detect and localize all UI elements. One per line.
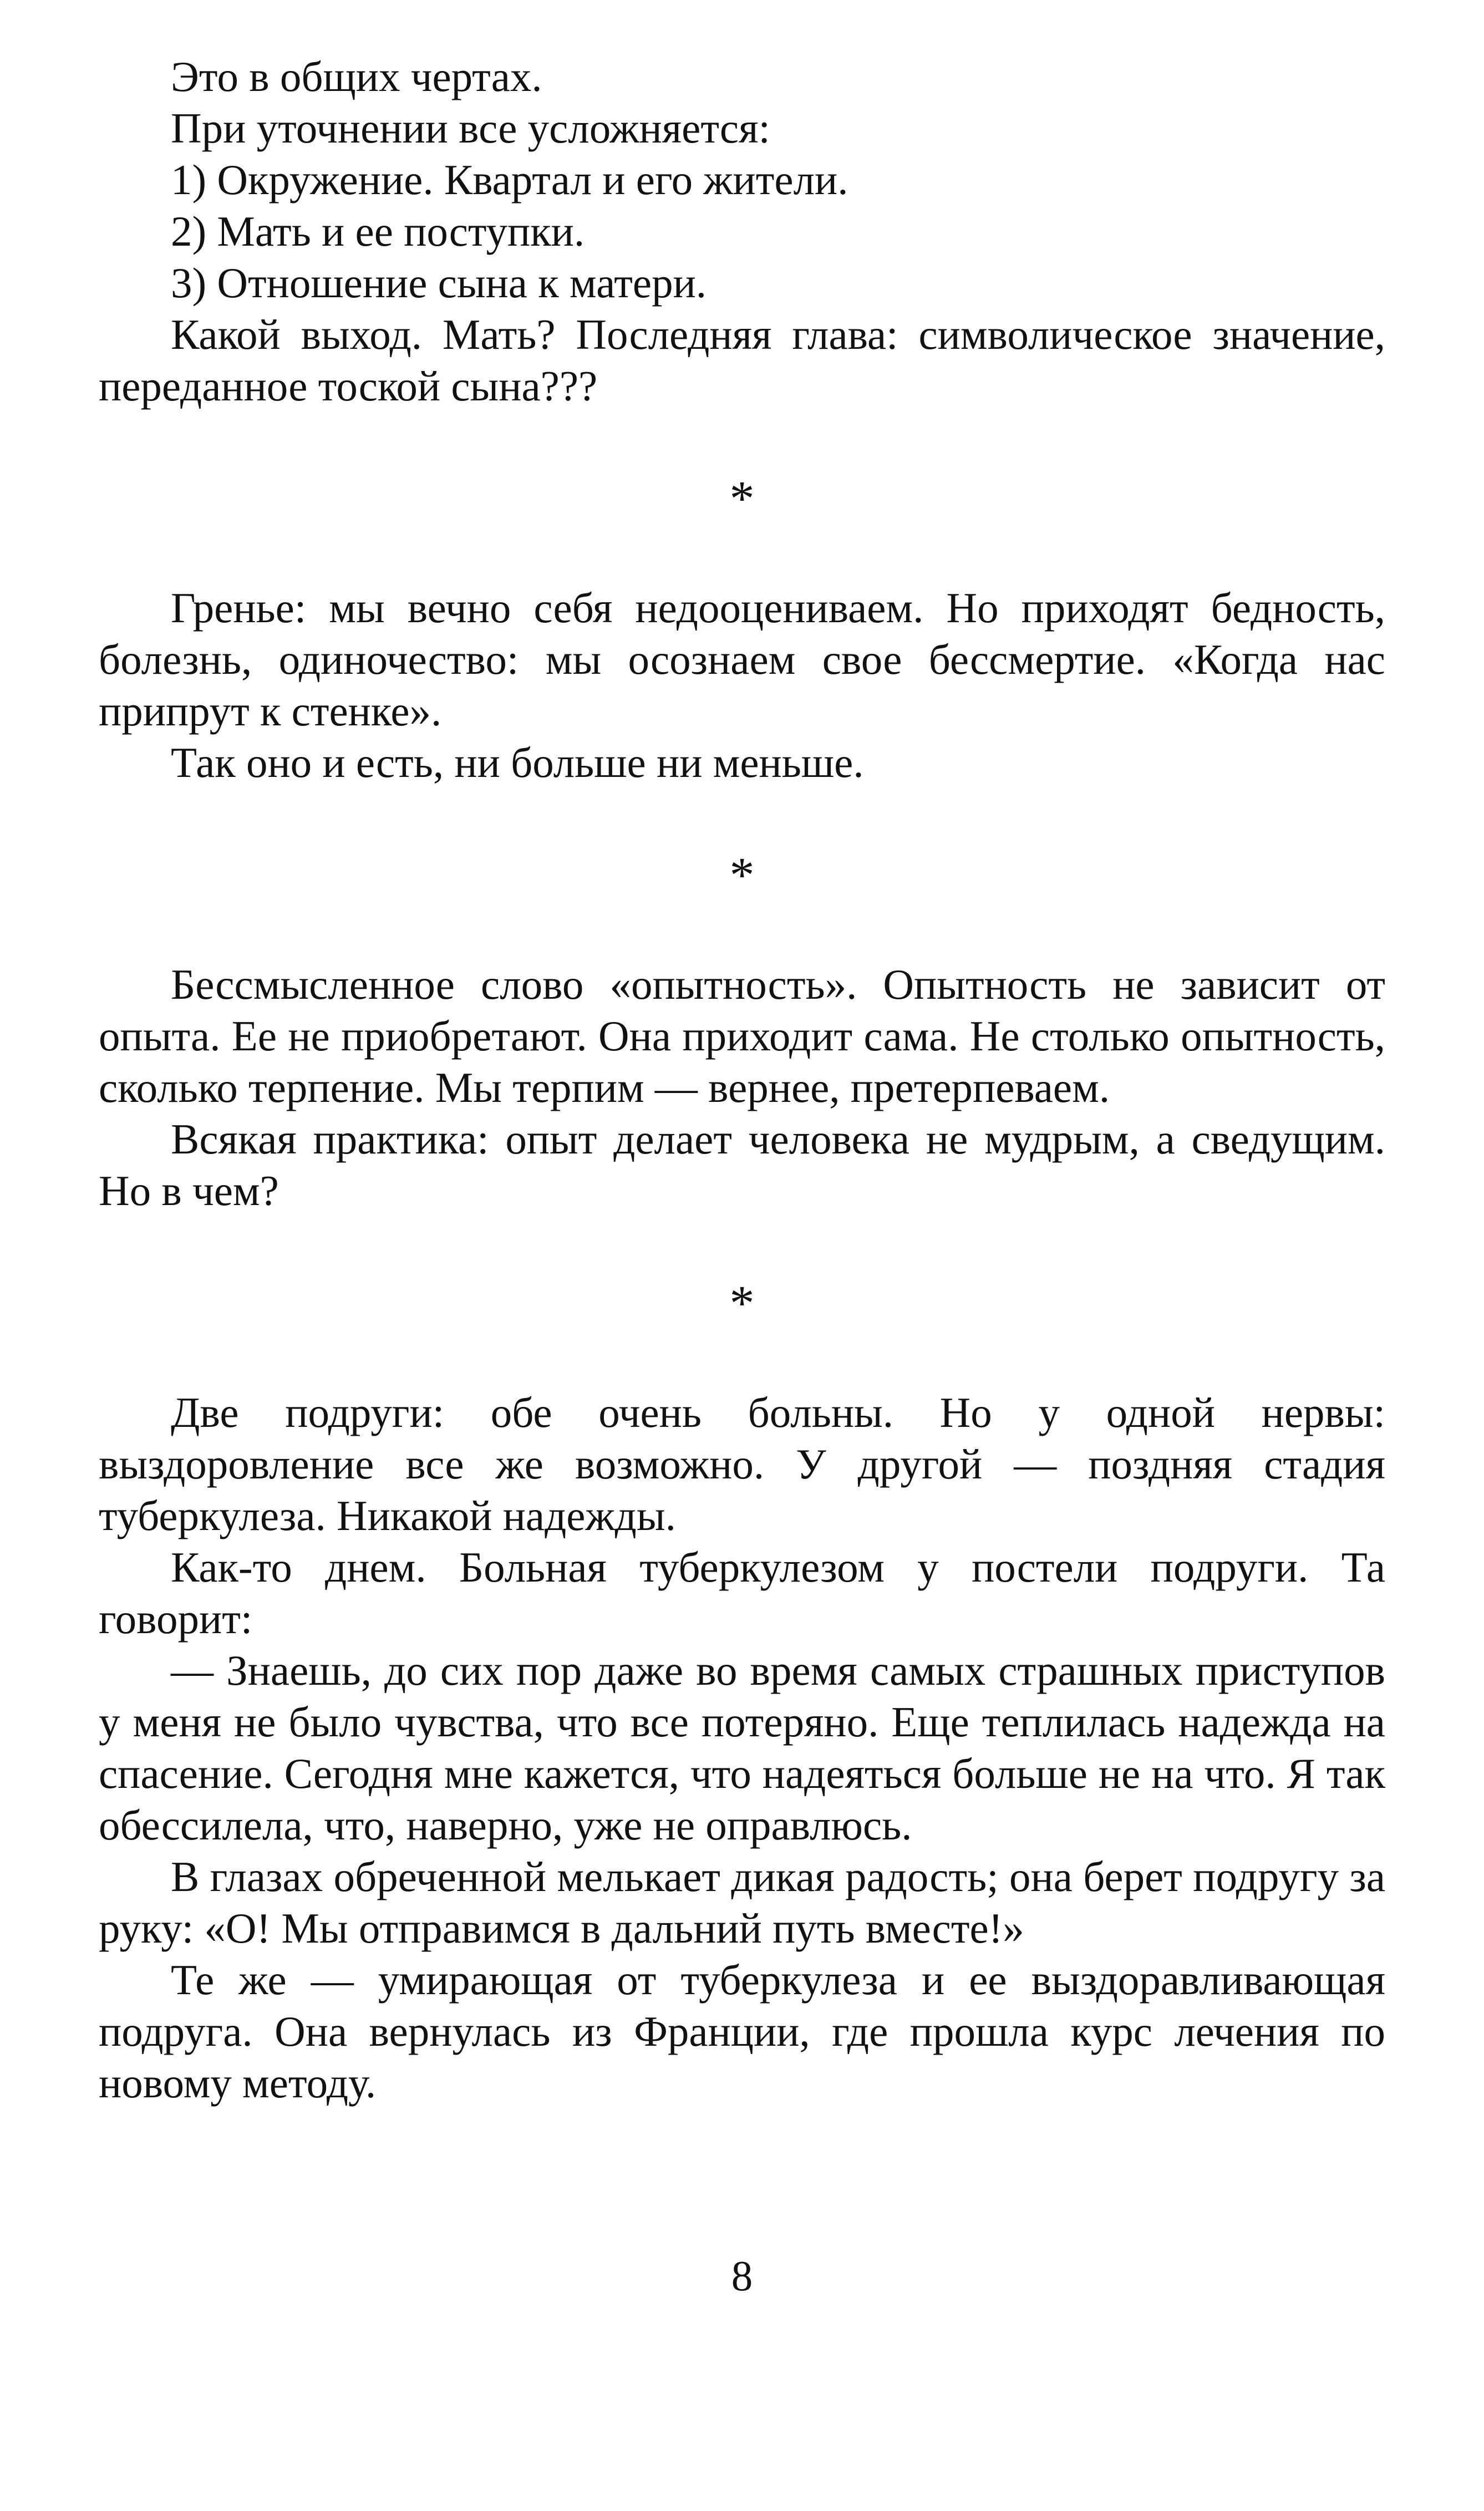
paragraph: Две подруги: обе очень больны. Но у одной нервы: выздоровление все же возможно. У другой — поздняя стадия туберкулеза. Никакой надежды. [99,1389,1385,1539]
paragraph: Какой выход. Мать? Последняя глава: символическое значение, переданное тоской сына??? [99,311,1385,410]
list-item: 3) Отношение сына к матери. [171,259,707,307]
list-item: 2) Мать и ее поступки. [171,207,585,255]
paragraph: При уточнении все усложняется: [171,104,770,152]
paragraph: В глазах обреченной мелькает дикая радость; она берет подругу за руку: «О! Мы отправимся в дальний путь вместе!» [99,1853,1385,1952]
list-item: 1) Окружение. Квартал и его жители. [171,156,848,204]
paragraph: Всякая практика: опыт делает человека не мудрым, а сведущим. Но в чем? [99,1115,1385,1214]
page-number: 8 [731,2252,753,2300]
paragraph: Так оно и есть, ни больше ни меньше. [171,739,864,786]
dialogue-line: — Знаешь, до сих пор даже во время самых страшных приступов у меня не было чувства, что все потеряно. Еще теплилась надежда на спасение. Сегодня мне кажется, что надеяться больше не на что. Я так обессилела, что, наверно, уже не оправлюсь. [99,1646,1385,1849]
paragraph: Гренье: мы вечно себя недооцениваем. Но приходят бедность, болезнь, одиночество: мы осознаем свое бессмертие. «Когда нас припрут к стенке». [99,584,1385,735]
paragraph: Это в общих чертах. [171,53,542,100]
paragraph: Как-то днем. Больная туберкулезом у постели подруги. Та говорит: [99,1543,1385,1643]
text-column [99,51,1385,2109]
section-divider: * [729,471,755,526]
paragraph: Те же — умирающая от туберкулеза и ее выздоравливающая подруга. Она вернулась из Франции, где прошла курс лечения по новому методу. [99,1956,1385,2107]
paragraph: Бессмысленное слово «опытность». Опытность не зависит от опыта. Ее не приобретают. Она приходит сама. Не столько опытность, сколько терпение. Мы терпим — вернее, претерпеваем. [99,960,1385,1111]
section-divider: * [729,1276,755,1331]
section-divider: * [729,848,755,903]
